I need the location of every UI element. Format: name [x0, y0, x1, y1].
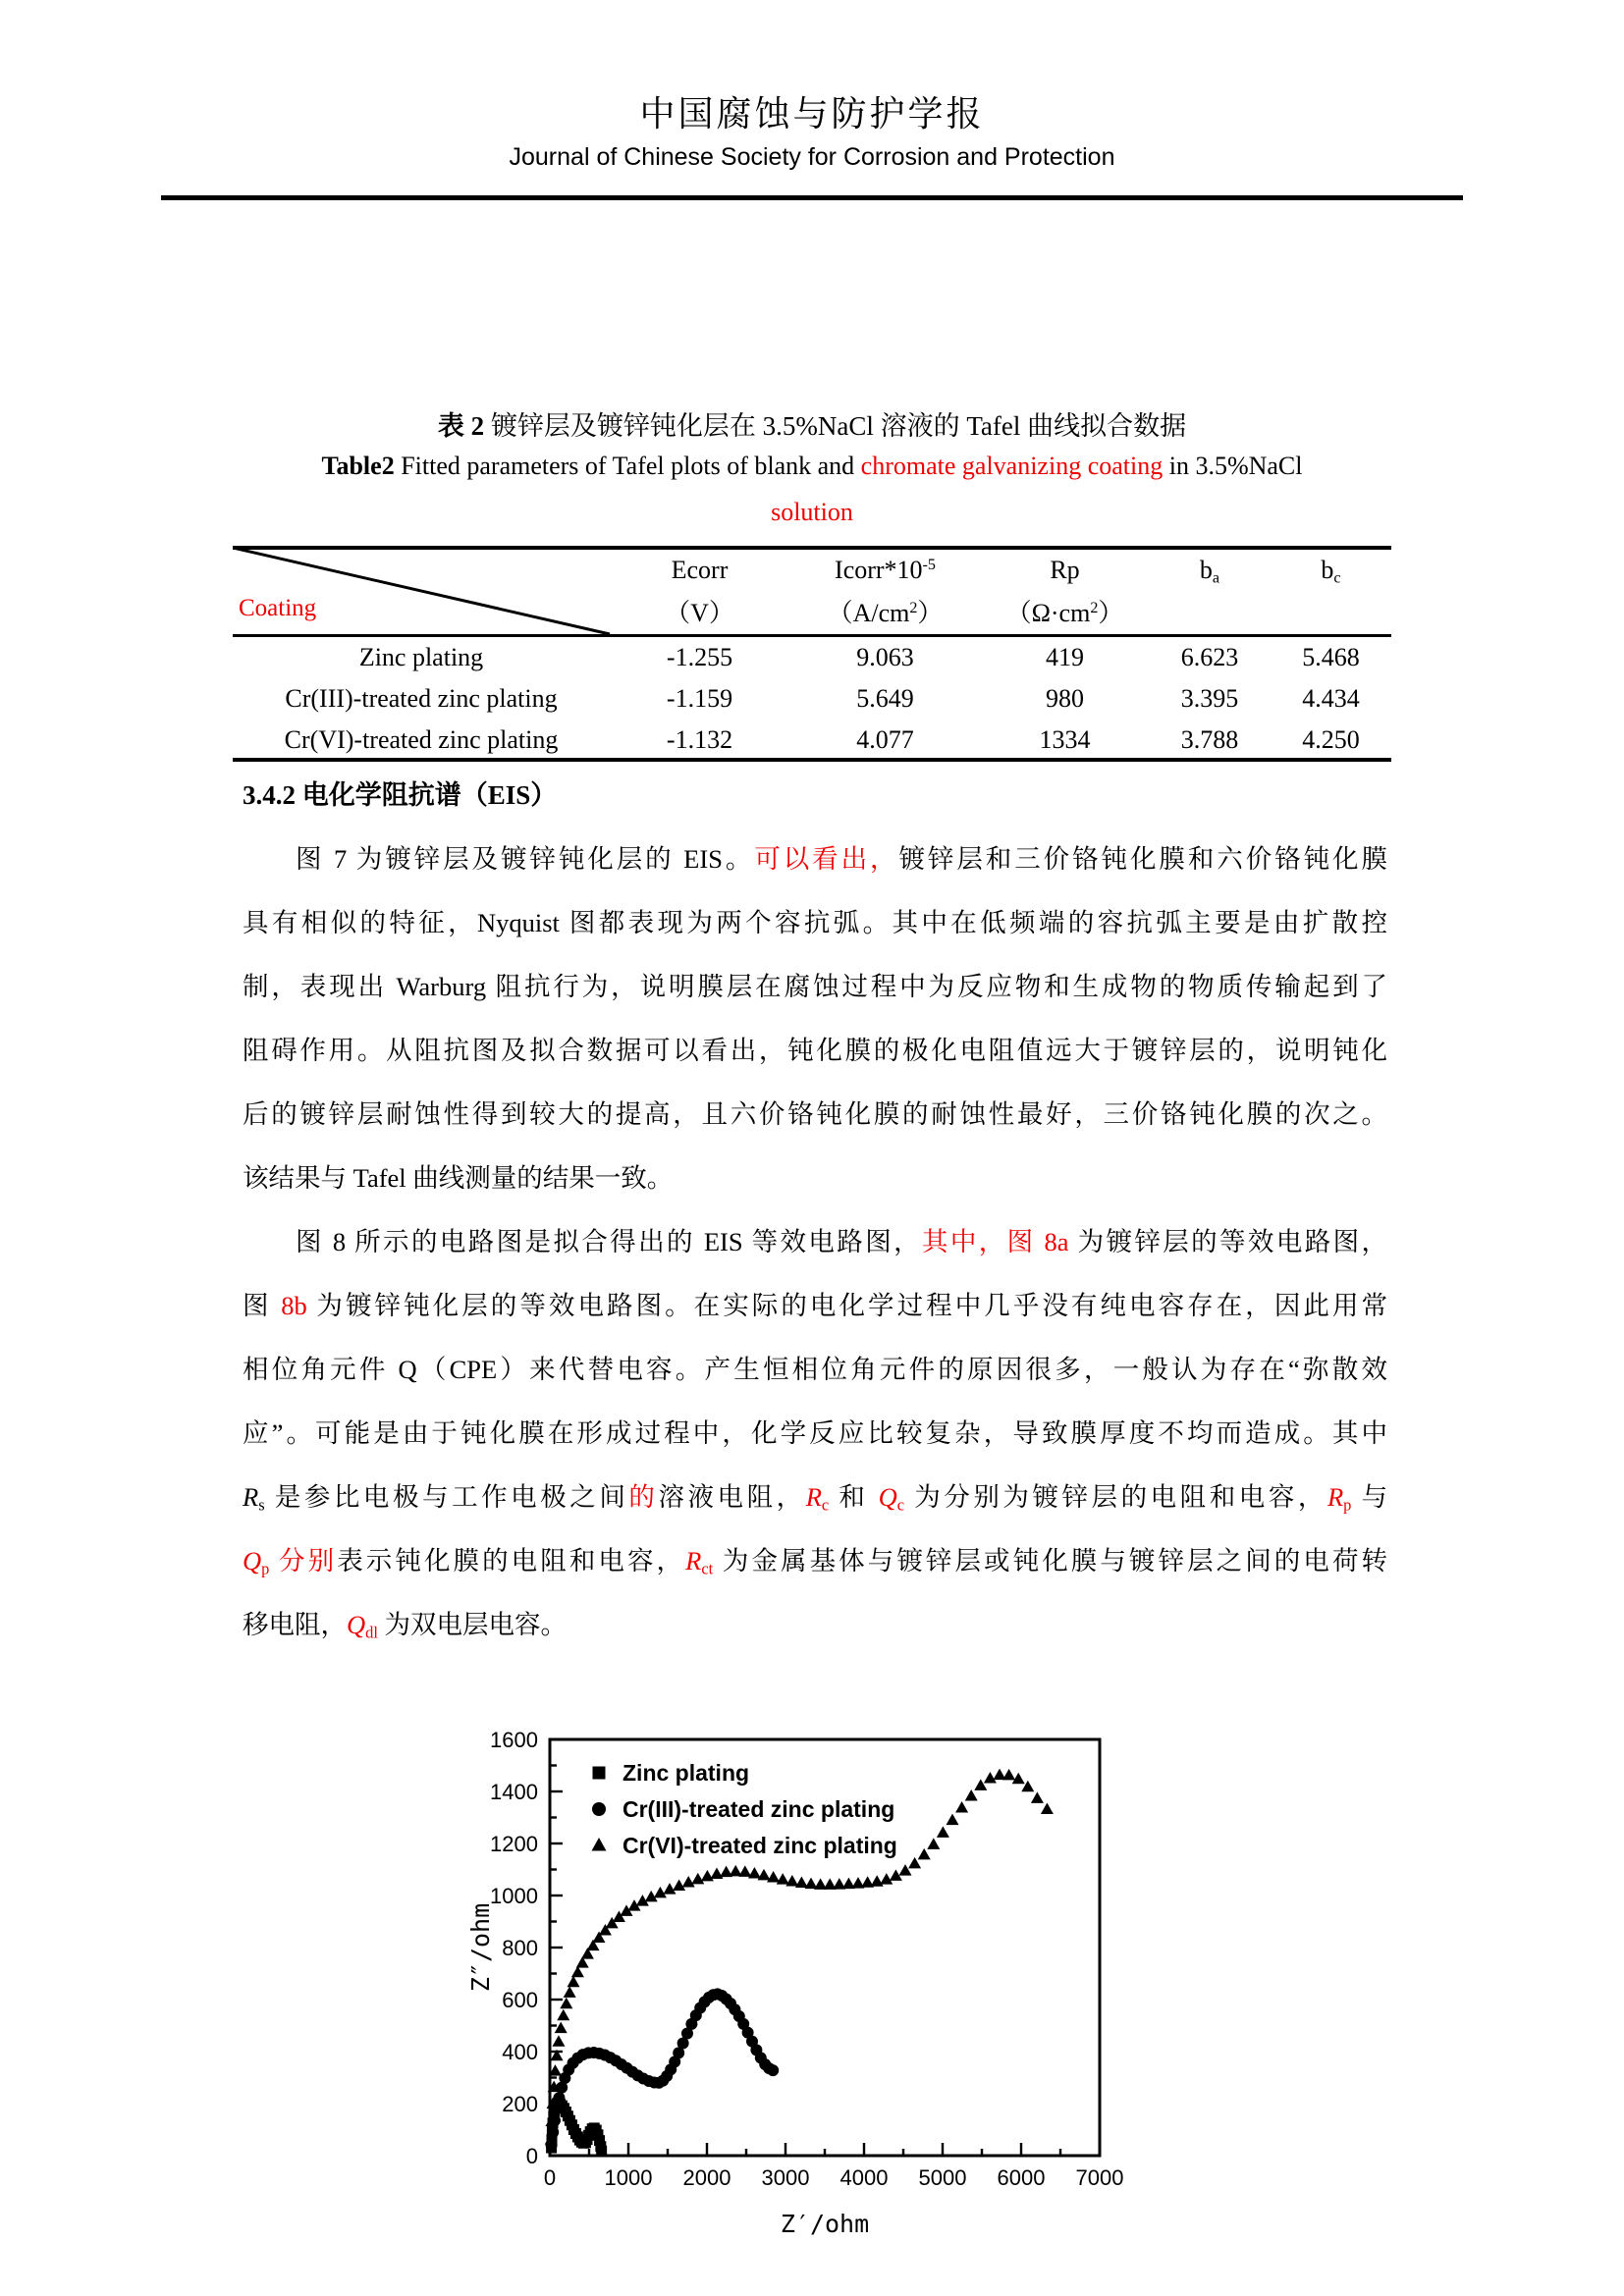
- text-segment: 为金属基体与镀锌层或钝化膜与镀锌层之间的电荷转: [713, 1546, 1388, 1575]
- text-segment: 可以看出，: [754, 844, 899, 874]
- text-segment: c: [896, 1495, 905, 1515]
- text-segment: -5: [922, 557, 936, 574]
- text-segment: solution: [771, 498, 853, 526]
- data-point-triangle: [777, 1873, 789, 1885]
- table-header-cell: [789, 556, 981, 585]
- text-segment: 和: [829, 1482, 879, 1512]
- table-row-label: Cr(III)-treated zinc plating: [285, 684, 558, 713]
- paragraph-line: [243, 1147, 1387, 1210]
- table-cell: 419: [1046, 643, 1084, 671]
- text-segment: 制，表现出 Warburg 阻抗行为，说明膜层在腐蚀过程中为反应物和生成物的物质传输起到了: [243, 972, 1387, 1001]
- data-point-triangle: [738, 1865, 751, 1877]
- data-point-triangle: [1031, 1791, 1044, 1803]
- x-tick-label: 2000: [682, 2165, 731, 2190]
- data-point-triangle: [564, 1986, 576, 1998]
- data-point-triangle: [785, 1875, 798, 1887]
- journal-title-zh: 中国腐蚀与防护学报: [639, 94, 985, 133]
- text-segment: 镀锌层和三价铬钝化膜和六价铬钝化膜: [898, 844, 1387, 874]
- y-tick-label: 400: [502, 2040, 538, 2064]
- text-segment: 镀锌层及镀锌钝化层在 3.5%NaCl 溶液的 Tafel 曲线拟合数据: [484, 411, 1187, 441]
- paragraph-line: [243, 891, 1387, 955]
- text-segment: a: [1212, 569, 1220, 587]
- text-segment: （A/cm: [827, 599, 910, 627]
- text-segment: 为镀锌钝化层的等效电路图。在实际的电化学过程中几乎没有纯电容存在，因此用常: [306, 1291, 1388, 1320]
- table-cell: 980: [1046, 684, 1084, 713]
- table-header-unit: [610, 593, 789, 629]
- text-segment: c: [1333, 569, 1341, 587]
- header-rule: [161, 195, 1463, 200]
- table-cell: 9.063: [856, 643, 914, 671]
- y-tick-label: 0: [525, 2144, 538, 2168]
- text-segment: 具有相似的特征，Nyquist 图都表现为两个容抗弧。其中在低频端的容抗弧主要是由扩散控: [243, 908, 1387, 937]
- text-segment: Ecorr: [671, 556, 729, 584]
- text-segment: （V）: [665, 599, 734, 627]
- tafel-parameters-table: [233, 546, 1391, 762]
- table-caption-en-line2: [240, 498, 1384, 527]
- text-segment: ）: [917, 599, 944, 627]
- data-point-triangle: [691, 1873, 704, 1885]
- data-point-triangle: [927, 1838, 940, 1849]
- paragraph-line: [243, 1529, 1387, 1593]
- table-header-unit: [981, 593, 1149, 629]
- nyquist-plot: [412, 1696, 1159, 2266]
- text-segment: R: [1326, 1482, 1344, 1512]
- text-segment: 后的镀锌层耐蚀性得到较大的提高，且六价铬钝化膜的耐蚀性最好，三价铬钝化膜的次之。: [243, 1099, 1387, 1129]
- data-point-triangle: [592, 1838, 607, 1851]
- paragraph-line: [243, 1083, 1387, 1147]
- y-tick-label: 600: [502, 1988, 538, 2012]
- text-segment: Table2: [321, 452, 395, 480]
- data-point-triangle: [552, 2035, 565, 2047]
- text-segment: p: [1343, 1495, 1352, 1515]
- y-tick-label: 1200: [490, 1832, 538, 1856]
- data-point-triangle: [568, 1976, 580, 1988]
- legend-label: Cr(III)-treated zinc plating: [623, 1796, 895, 1822]
- table-header-cell: [981, 556, 1149, 585]
- x-tick-label: 0: [543, 2165, 557, 2190]
- paragraph-line: [243, 1274, 1387, 1338]
- table-cell: -1.255: [666, 643, 733, 671]
- text-segment: 表示钝化膜的电阻和电容，: [337, 1546, 686, 1575]
- text-segment: 3.4.2 电化学阻抗谱（EIS）: [243, 780, 558, 810]
- data-point-triangle: [758, 1869, 771, 1881]
- x-tick-label: 7000: [1075, 2165, 1124, 2190]
- x-tick-label: 3000: [761, 2165, 810, 2190]
- text-segment: （Ω·cm: [1005, 599, 1091, 627]
- table-cell: 3.395: [1180, 684, 1239, 713]
- data-point-triangle: [795, 1877, 808, 1889]
- table-header-cell: [1149, 556, 1271, 585]
- data-point-triangle: [711, 1868, 724, 1880]
- text-segment: 其中，图 8a: [921, 1227, 1069, 1256]
- text-segment: c: [821, 1495, 830, 1515]
- data-point-triangle: [955, 1801, 968, 1813]
- data-point-triangle: [918, 1848, 931, 1860]
- table-cell: 4.250: [1302, 725, 1360, 754]
- table-cell: -1.159: [666, 684, 733, 713]
- y-tick-label: 1600: [490, 1728, 538, 1752]
- y-tick-label: 1400: [490, 1780, 538, 1804]
- text-segment: 分别: [269, 1546, 338, 1575]
- paragraph-line: [243, 1338, 1387, 1402]
- text-segment: Fitted parameters of Tafel plots of blank and: [394, 452, 861, 480]
- x-axis-label: Z′/ohm: [780, 2210, 870, 2238]
- table-header-unit: [789, 593, 981, 629]
- data-point-triangle: [947, 1814, 959, 1825]
- data-point-triangle: [871, 1875, 884, 1887]
- paragraph-line: [243, 1019, 1387, 1083]
- text-segment: 8b: [281, 1291, 307, 1320]
- x-tick-label: 4000: [839, 2165, 889, 2190]
- table-cell: 1334: [1039, 725, 1091, 754]
- table-row-label: Cr(VI)-treated zinc plating: [284, 725, 559, 754]
- legend-label: Cr(VI)-treated zinc plating: [623, 1833, 897, 1858]
- text-segment: 表 2: [437, 411, 485, 441]
- y-tick-label: 1000: [490, 1884, 538, 1908]
- text-segment: 溶液电阻，: [658, 1482, 806, 1512]
- y-tick-label: 800: [502, 1936, 538, 1960]
- text-segment: 的: [628, 1482, 659, 1512]
- data-point-circle: [592, 1802, 606, 1816]
- paragraph-line: [243, 1466, 1387, 1529]
- text-segment: s: [258, 1495, 265, 1515]
- text-segment: Q: [243, 1546, 262, 1575]
- table-cell: 6.623: [1180, 643, 1239, 671]
- text-segment: Q: [347, 1610, 366, 1639]
- table-corner-label: Coating: [239, 595, 317, 621]
- text-segment: R: [805, 1482, 822, 1512]
- data-point-triangle: [682, 1876, 695, 1888]
- text-segment: R: [685, 1546, 702, 1575]
- data-point-triangle: [1002, 1769, 1015, 1781]
- text-segment: 图 8 所示的电路图是拟合得出的 EIS 等效电路图，: [296, 1227, 922, 1256]
- table-cell: 4.077: [856, 725, 914, 754]
- paragraph-line: [243, 1402, 1387, 1466]
- text-segment: 与: [1351, 1482, 1388, 1512]
- table-row-label: Zinc plating: [358, 643, 484, 671]
- data-point-triangle: [748, 1867, 761, 1879]
- data-point-triangle: [701, 1870, 714, 1882]
- paragraph-line: [243, 828, 1387, 891]
- y-tick-label: 200: [502, 2092, 538, 2116]
- paragraph-line: [243, 1593, 1387, 1657]
- data-point-triangle: [555, 2022, 568, 2034]
- text-segment: b: [1199, 556, 1213, 584]
- table-caption-en: [240, 452, 1384, 481]
- x-tick-label: 1000: [604, 2165, 653, 2190]
- table-cell: 3.788: [1180, 725, 1239, 754]
- text-segment: 图: [243, 1291, 282, 1320]
- text-segment: Q: [878, 1482, 897, 1512]
- text-segment: 为分别为镀锌层的电阻和电容，: [904, 1482, 1327, 1512]
- table-cell: 5.649: [856, 684, 914, 713]
- paragraph-line: [243, 1210, 1387, 1274]
- table-caption-zh: [240, 404, 1384, 443]
- text-segment: in 3.5%NaCl: [1163, 452, 1303, 480]
- text-segment: 2: [1090, 600, 1099, 617]
- paragraph-line: [243, 955, 1387, 1019]
- data-point-square: [596, 2146, 607, 2157]
- data-point-triangle: [767, 1871, 780, 1883]
- x-tick-label: 5000: [918, 2165, 967, 2190]
- text-segment: chromate galvanizing coating: [860, 452, 1164, 480]
- text-segment: 移电阻，: [243, 1610, 347, 1639]
- text-segment: R: [243, 1482, 259, 1512]
- data-point-triangle: [937, 1826, 949, 1838]
- x-tick-label: 6000: [997, 2165, 1046, 2190]
- data-point-triangle: [1041, 1803, 1054, 1815]
- data-point-triangle: [965, 1789, 978, 1801]
- body-text: [243, 828, 1387, 1657]
- data-point-triangle: [899, 1864, 912, 1876]
- table-header-cell: [610, 556, 789, 585]
- data-point-circle: [547, 2126, 559, 2138]
- table-cell: -1.132: [666, 725, 733, 754]
- text-segment: 图 7 为镀锌层及镀锌钝化层的 EIS。: [296, 844, 755, 874]
- text-segment: p: [261, 1559, 270, 1578]
- text-segment: 为双电层电容。: [377, 1610, 568, 1639]
- text-segment: 该结果与 Tafel 曲线测量的结果一致。: [243, 1163, 674, 1193]
- text-segment: Rp: [1050, 556, 1080, 584]
- text-segment: ）: [1098, 599, 1124, 627]
- table-header-cell: [1271, 556, 1391, 585]
- journal-title-en: Journal of Chinese Society for Corrosion and Protection: [509, 143, 1115, 171]
- data-point-circle: [767, 2064, 779, 2076]
- text-segment: 是参比电极与工作电极之间: [264, 1482, 629, 1512]
- text-segment: ct: [701, 1559, 714, 1578]
- data-point-square: [593, 1767, 606, 1780]
- text-segment: 相位角元件 Q（CPE）来代替电容。产生恒相位角元件的原因很多，一般认为存在“弥散效: [243, 1355, 1387, 1384]
- text-segment: b: [1321, 556, 1334, 584]
- table-cell: 4.434: [1302, 684, 1360, 713]
- text-segment: dl: [365, 1623, 378, 1642]
- legend-label: Zinc plating: [623, 1760, 750, 1786]
- data-point-triangle: [557, 2009, 569, 2021]
- text-segment: Icorr*10: [835, 556, 923, 584]
- text-segment: 为镀锌层的等效电路图，: [1068, 1227, 1387, 1256]
- section-heading: [243, 774, 1387, 812]
- table-cell: 5.468: [1302, 643, 1360, 671]
- header-diagonal-line: [233, 548, 612, 636]
- text-segment: 2: [909, 600, 918, 617]
- text-segment: 应”。可能是由于钝化膜在形成过程中，化学反应比较复杂，导致膜厚度不均而造成。其中: [243, 1418, 1387, 1448]
- y-axis-label: Z″/ohm: [466, 1902, 495, 1993]
- text-segment: 阻碍作用。从阻抗图及拟合数据可以看出，钝化膜的极化电阻值远大于镀锌层的，说明钝化: [243, 1036, 1387, 1065]
